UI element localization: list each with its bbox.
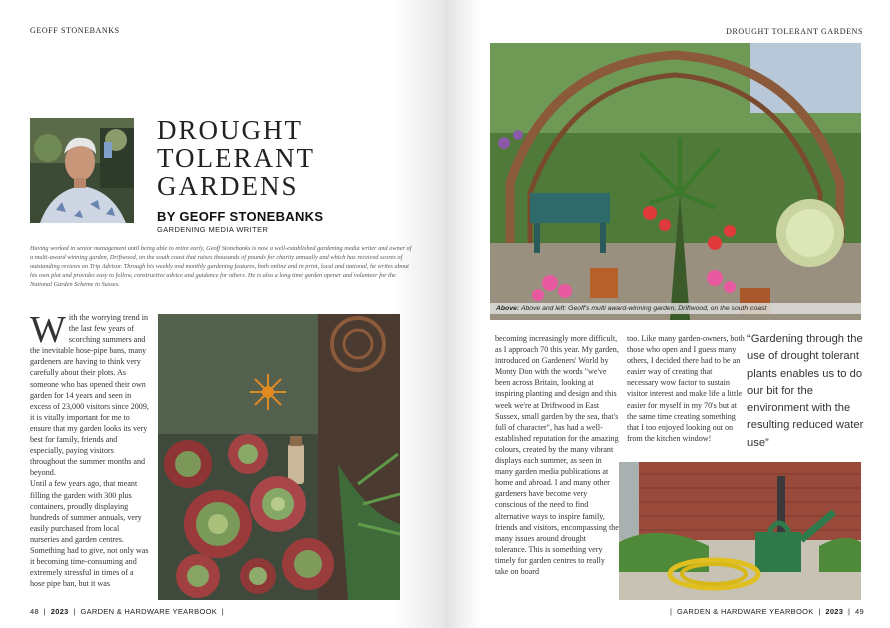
page-number-right: 49 (855, 607, 864, 616)
page-number-left: 48 (30, 607, 39, 616)
caption-text: Above and left: Geoff's multi award-winning garden, Driftwood, on the south coast (520, 305, 767, 312)
title-line-2: TOLERANT (157, 143, 315, 173)
folio-year-right: 2023 (825, 607, 844, 616)
folio-right: | GARDEN & HARDWARE YEARBOOK | 2023 | 49 (669, 607, 864, 616)
author-role: GARDENING MEDIA WRITER (157, 225, 269, 234)
body-column-right-1: becoming increasingly more difficult, as I approach 70 this year. My garden, introduced on Gardeners' World by Monty Don with the words "we've been across Britain, looking at inspiring planting and design and this week we're at Driftwood in East Sussex, small garden by the sea, that's full of character", has had a well-established reputation for the amazing colours, created by the many vibrant displays each summer, as seen in many garden media publications at home and abroad. I and many other gardeners have become very conscious of the need to find alternative ways to inspire family, friends and visitors, encompassing the many issues around drought tolerance. This is something very timely for garden centres to really take on board (495, 334, 619, 576)
photo-caption (490, 303, 861, 314)
intro-paragraph: Having worked in senior management until being able to retire early, Geoff Stonebanks is now a well-established gardening media writer and owner of a multi-award winning garden, Driftwood, on the south coast that raises thousands of pounds for charity annually and which has received scores of outstanding reviews on Trip Advisor. Through his weekly and monthly gardening features, both online and in print, local and national, he writes about his own plot and provides easy to follow, constructive advice and guidance for others. He is also a long time garden opener and volunteer for the National Garden Scheme in Sussex. (30, 245, 412, 289)
garden-photo (490, 43, 861, 320)
body-column-left (30, 312, 150, 600)
title-line-1: DROUGHT (157, 115, 303, 145)
article-title (157, 116, 315, 200)
body-column-right-2: too. Like many garden-owners, both those who open and I guess many others, I decided there had to be an easier way of creating that necessary wow factor to sustain visitor interest and make life a little easier for myself in my 70's but at the same time creating something that I too enjoyed looking out on from the kitchen window! (627, 334, 745, 443)
folio-left: 48 | 2023 | GARDEN & HARDWARE YEARBOOK | (30, 607, 225, 616)
running-head-left: GEOFF STONEBANKS (30, 26, 120, 35)
title-line-3: GARDENS (157, 171, 299, 201)
body-paragraph-2: Until a few years ago, that meant filling the garden with 300 plus containers, proudly displaying hundreds of summer annuals, very easily purchased from local nurseries and garden centres. Something had to give, not only was it becoming time-consuming and extremely stressful in times of a hose pipe ban, but it was (30, 479, 149, 589)
right-page (445, 0, 890, 628)
folio-publication-right: GARDEN & HARDWARE YEARBOOK (676, 607, 814, 616)
drop-cap: W (30, 312, 66, 351)
pull-quote: “Gardening through the use of drought tolerant plants enables us to do our bit for the environment with the resulting reduced water use” (747, 333, 864, 449)
caption-lead: Above: (496, 305, 520, 312)
author-portrait (30, 118, 134, 223)
folio-year-left: 2023 (50, 607, 69, 616)
running-head-right: DROUGHT TOLERANT GARDENS (726, 27, 863, 36)
succulent-photo (158, 314, 400, 600)
byline: BY GEOFF STONEBANKS (157, 209, 324, 224)
folio-publication-left: GARDEN & HARDWARE YEARBOOK (80, 607, 218, 616)
body-paragraph-1: ith the worrying trend in the last few years of scorching summers and the inevitable hose-pipe bans, many gardeners are having to think very carefully about their plots. As someone who has opened their own garden for 14 years and seen in excess of 23,000 visitors since 2009, it is vitally important for me to ensure that my garden looks its very best for family, friends and especially, paying visitors throughout the summer months and beyond. (30, 313, 149, 478)
watering-can-photo (619, 462, 861, 600)
